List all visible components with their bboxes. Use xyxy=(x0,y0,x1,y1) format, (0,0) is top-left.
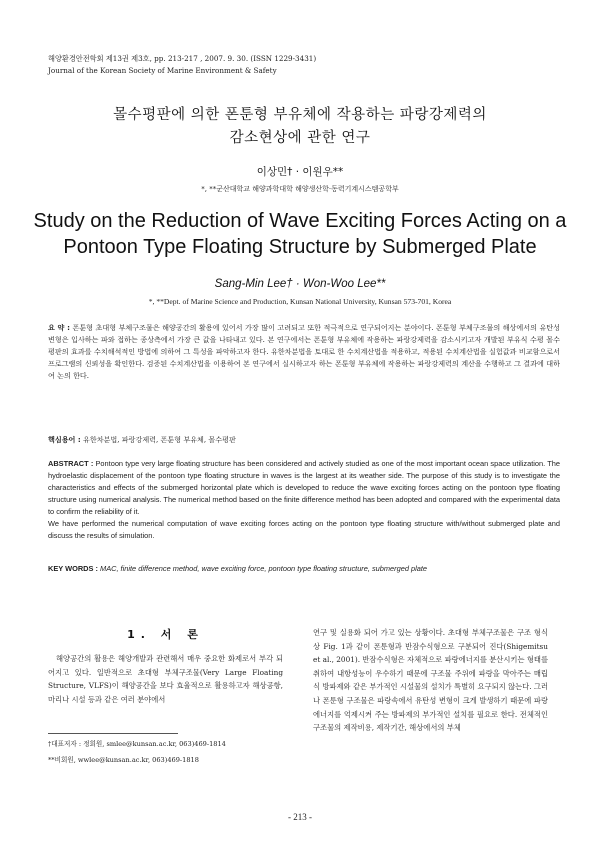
affiliation-kr: *, **군산대학교 해양과학대학 해양생산학·동력기계시스템공학부 xyxy=(201,185,399,193)
abstract-kr-label: 요 약 : xyxy=(48,323,70,332)
page-number: - 213 - xyxy=(288,812,312,822)
keywords-en-label: KEY WORDS : xyxy=(48,564,98,573)
title-kr-line1: 몰수평판에 의한 폰툰형 부유체에 작용하는 파랑강제력의 xyxy=(113,107,487,123)
abstract-en-label: ABSTRACT : xyxy=(48,459,94,468)
authors-kr: 이상민† · 이원우** xyxy=(256,166,344,178)
title-kr-line2: 감소현상에 관한 연구 xyxy=(229,130,371,146)
keywords-kr xyxy=(48,434,560,446)
footnote-corresponding-author: †대표저자 : 정회원, smlee@kunsan.ac.kr, 063)469-1814 xyxy=(48,740,226,748)
abstract-en-text2: We have performed the numerical computation of wave exciting forces acting on the pontoon type floating structure with/without submerged plate and discuss the results of simulation. xyxy=(48,519,560,540)
keywords-en xyxy=(48,563,560,575)
keywords-kr-text: 유한차분법, 파랑강제력, 폰툰형 부유체, 몰수평판 xyxy=(82,435,236,444)
journal-citation-kr: 해양환경안전학회 제13권 제3호, pp. 213-217 , 2007. 9. 30. (ISSN 1229-3431) xyxy=(48,54,317,63)
abstract-kr-text: 폰툰형 초대형 부체구조물은 해양공간의 활용에 있어서 가장 많이 고려되고 또한 적극적으로 연구되어지는 분야이다. 폰툰형 부체구조물의 해상에서의 유탄성 변형은 입사하는 파와 접하는 종상측에서 가장 큰 값을 나타내고 있다. 본 연구에서는 폰툰형 부유체에 작용하는 파랑강제력을 감소시키고자 개발된 부유식 수평 몰수평판의 효과를 수치해석적인 방법에 의하여 그 특성을 파악하고자 한다. 유한차분법을 토대로 한 수치계산법을 적용하고, 적용된 수치계산법을 실험값과 비교함으로서 프로그램의 신뢰성을 확인한다. 검증된 수치계산법을 이용하여 본 연구에서 실시하고자 하는 폰툰형 부유체에 작용하는 파랑강제력의 계산을 수행하고 그 결과에 대하여 논의 한다. xyxy=(48,323,561,380)
abstract-kr xyxy=(48,322,560,382)
authors-en: Sang-Min Lee† · Won-Woo Lee** xyxy=(214,278,386,290)
footnote-divider xyxy=(48,733,178,734)
title-en-line1: Study on the Reduction of Wave Exciting Forces Acting on a xyxy=(33,210,567,232)
journal-name-en: Journal of the Korean Society of Marine Environment & Safety xyxy=(48,66,277,75)
title-en-line2: Pontoon Type Floating Structure by Submerged Plate xyxy=(63,236,537,258)
keywords-kr-label: 핵심용어 : xyxy=(48,435,81,444)
keywords-en-text: MAC, finite difference method, wave exciting force, pontoon type floating structure, submerged plate xyxy=(100,564,428,573)
abstract-en xyxy=(48,458,560,542)
intro-left-column: 해양공간의 활용은 해양개발과 관련해서 매우 중요한 화제로서 부각 되어지고 있다. 일반적으로 초대형 부체구조물(Very Large Floating Structure, VLFS)이 해양공간을 보다 효율적으로 활용하고자 해상공항, 마리나 시설 등과 같은 여러 분야에서 xyxy=(48,654,283,704)
abstract-en-text1: Pontoon type very large floating structure has been considered and actively studied as one of the most important ocean space utilization. The hydroelastic displacement of the pontoon type floating structure in waves is the largest at its weather side. The purpose of this study is to investigate the characteristics and effects of the submerged horizontal plate which is developed to reduce the wave exciting forces acting on the pontoon type floating structure using numerical analysis. The numerical method based on the finite difference method has been adopted and compared with the experimental data to confirm the reliability of it. xyxy=(48,459,560,516)
section-heading-introduction: 1. 서 론 xyxy=(127,628,204,641)
intro-right-column: 연구 및 실용화 되어 가고 있는 상황이다. 초대형 부체구조물은 구조 형식상 Fig. 1과 같이 폰툰형과 반잠수식형으로 구분되어 진다(Shigemitsu et al., 2001). 반잠수식형은 자체적으로 파랑에너지를 분산시키는 형태를 취하여 내항성능이 우수하기 때문에 구조물 주위에 파랑을 막아주는 매립식 방파제와 같은 부가적인 시설물의 설치가 특별히 요구되지 않는다. 그러나 폰툰형 구조물은 파랑속에서 유탄성 변형이 크게 발생하기 때문에 파랑에너지를 억제시켜 주는 방파제의 부가적인 설치를 필요로 한다. 전체적인 구조물의 제작비용, 제작기간, 해상에서의 부체 xyxy=(313,628,548,733)
affiliation-en: *, **Dept. of Marine Science and Production, Kunsan National University, Kunsan 573-701, Korea xyxy=(148,297,452,306)
footnote-coauthor: **비회원, wwlee@kunsan.ac.kr, 063)469-1818 xyxy=(48,756,199,764)
